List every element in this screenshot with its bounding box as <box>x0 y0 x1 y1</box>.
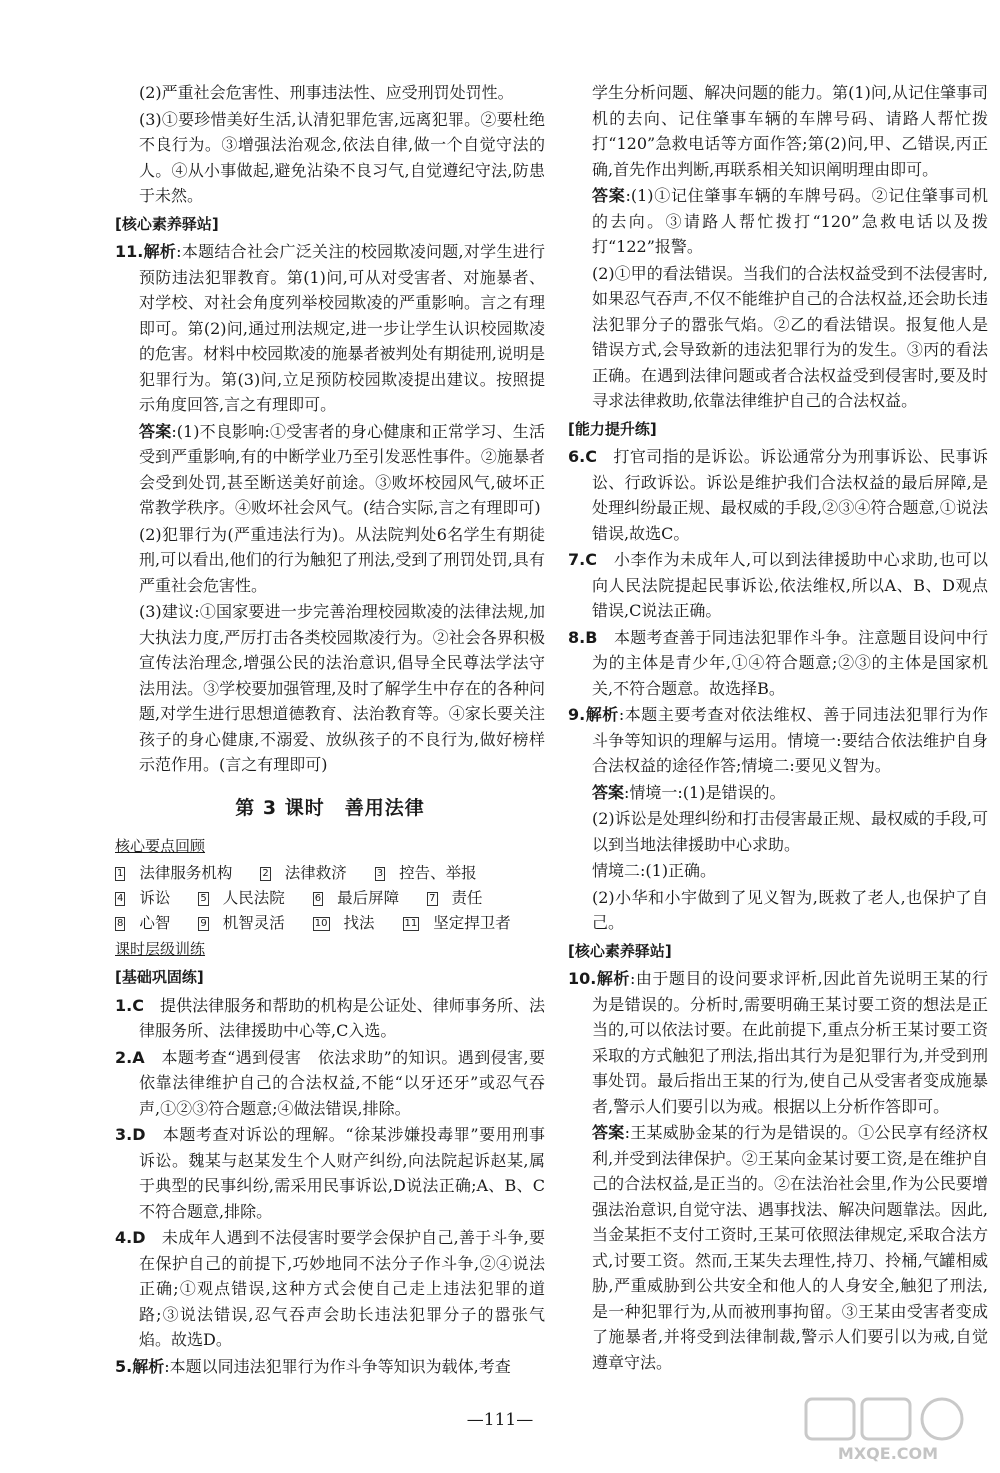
review-item: 7 责任 <box>429 888 483 907</box>
answer-paragraph: (2)①甲的看法错误。当我们的合法权益受到不法侵害时,如果忍气吞声,不仅不能维护自己的合法权益,还会助长违法犯罪分子的嚣张气焰。②乙的看法错误。报复他人是错误方式,会导致新的违法犯罪行为的发生。③丙的看法正确。在遇到法律问题或者合法权益受到侵害时,要及时寻求法律救助,依靠法律维护自己的合法权益。 <box>592 263 988 410</box>
question-10: 10.解析:由于题目的设问要求评析,因此首先说明王某的行为是错误的。分析时,需要明确王某讨要工资的想法是正当的,可以依法讨要。在此前提下,重点分析王某讨要工资采取的方式触犯了刑法,指出其行为是犯罪行为,并受到刑事处罚。最后指出王某的行为,使自己从受害者变成施暴者,警示人们要引以为戒。根据以上分析作答即可。 <box>568 969 988 1116</box>
question-5: 5.解析:本题以同违法犯罪行为作斗争等知识为载体,考查 <box>115 1356 511 1376</box>
question-4: 4.D 未成年人遇到不法侵害时要学会保护自己,善于斗争,要在保护自己的前提下,巧妙地同不法分子作斗争,②④说法正确;①观点错误,这种方式会使自己走上违法犯罪的道路;③说法错误,忍气吞声会助长违法犯罪分子的嚣张气焰。故选D。 <box>115 1228 545 1349</box>
answer-paragraph: 情境二:(1)正确。 <box>592 861 717 880</box>
review-item: 8 心智 <box>117 913 171 932</box>
section-heading: [核心素养驿站] <box>568 941 672 960</box>
review-item: 1 法律服务机构 <box>117 863 233 882</box>
answer-text: :(1)不良影响:①受害者的身心健康和正常学习、生活受到严重影响,有的中断学业乃至引发恶性事件。②施暴者会受到处罚,甚至断送美好前途。③败坏校园风气,破坏正常教学秩序。④败坏社会风气。(结合实际,言之有理即可) <box>139 421 545 517</box>
question-1: 1.C 提供法律服务和帮助的机构是公证处、律师事务所、法律服务所、法律援助中心等,C入选。 <box>115 995 545 1040</box>
question-11 <box>115 239 545 418</box>
review-items <box>115 861 545 936</box>
review-item: 9 机智灵活 <box>200 913 285 932</box>
question-3: 3.D 本题考查对诉讼的理解。“徐某涉嫌投毒罪”要用刑事诉讼。魏某与赵某发生个人财产纠纷,向法院起诉赵某,属于典型的民事纠纷,需采用民事诉讼,D说法正确;A、B、C不符合题意,排除。 <box>115 1125 545 1221</box>
question-8: 8.B 本题考查善于同违法犯罪作斗争。注意题目设问中行为的主体是青少年,①④符合题意;②③的主体是国家机关,不符合题意。故选择B。 <box>568 627 988 698</box>
answer-paragraph: (2)诉讼是处理纠纷和打击侵害最正规、最权威的手段,可以到当地法律援助中心求助。 <box>592 809 988 854</box>
question-2: 2.A 本题考查“遇到侵害 依法求助”的知识。遇到侵害,要依靠法律维护自己的合法权益,不能“以牙还牙”或忍气吞声,①②③符合题意;④做法错误,排除。 <box>115 1047 545 1118</box>
review-title: 核心要点回顾 <box>115 837 206 855</box>
watermark-logo <box>798 1395 978 1465</box>
review-item: 5 人民法院 <box>200 888 285 907</box>
question-7: 7.C 小李作为未成年人,可以到法律援助中心求助,也可以向人民法院提起民事诉讼,依法维权,所以A、B、D观点错误,C说法正确。 <box>568 550 988 620</box>
section-heading: [核心素养驿站] <box>115 214 219 233</box>
question-label: 11.解析 <box>115 242 177 261</box>
answer-paragraph: (2)小华和小宇做到了见义智为,既救了老人,也保护了自己。 <box>592 887 988 932</box>
section-heading: [能力提升练] <box>568 419 657 438</box>
question-9: 9.解析:本题主要考查对依法维权、善于同违法犯罪行为作斗争等知识的理解与运用。情境一:要结合依法维护自身合法权益的途径作答;情境二:要见义智为。 <box>568 705 988 775</box>
right-column <box>568 80 988 1376</box>
training-title: 课时层级训练 <box>115 939 206 958</box>
review-item: 11 坚定捍卫者 <box>404 913 511 932</box>
review-item: 3 控告、举报 <box>376 863 477 882</box>
answer-block: 答案:情境一:(1)是错误的。 <box>592 782 786 802</box>
review-item: 4 诉讼 <box>117 888 171 907</box>
left-column <box>115 80 545 1380</box>
answer-paragraph: (3)建议:①国家要进一步完善治理校园欺凌的法律法规,加大执法力度,严厉打击各类校园欺凌行为。②社会各界积极宣传法治理念,增强公民的法治意识,倡导全民尊法学法守法用法。③学校要加强管理,及时了解学生中存在的各种问题,对学生进行思想道德教育、法治教育等。④家长要关注孩子的身心健康,不溺爱、放纵孩子的不良行为,做好榜样示范作用。(言之有理即可) <box>139 602 545 774</box>
question-6: 6.C 打官司指的是诉讼。诉讼通常分为刑事诉讼、民事诉讼、行政诉讼。诉讼是维护我们合法权益的最后屏障,是处理纠纷最正规、最权威的手段,②③④符合题意,①说法错误,故选C。 <box>568 447 988 543</box>
answer-paragraph: (2)犯罪行为(严重违法行为)。从法院判处6名学生有期徒刑,可以看出,他们的行为触犯了刑法,受到了刑罚处罚,具有严重社会危害性。 <box>139 524 545 595</box>
answer-label: 答案 <box>139 421 172 441</box>
analysis-continued: 学生分析问题、解决问题的能力。第(1)问,从记住肇事司机的去向、记住肇事车辆的车牌号码、请路人帮忙拨打“120”急救电话等方面作答;第(2)问,甲、乙错误,丙正确,首先作出判断,再联系相关知识阐明理由即可。 <box>592 83 988 179</box>
page-number: —111— <box>466 1410 534 1430</box>
answer-block <box>115 419 545 521</box>
review-item: 10 找法 <box>314 913 375 932</box>
section-heading: [基础巩固练] <box>115 968 204 986</box>
svg-text:MXQE.COM: MXQE.COM <box>837 1444 939 1463</box>
review-item: 6 最后屏障 <box>314 888 400 907</box>
review-item: 2 法律救济 <box>262 863 347 882</box>
answer-block: 答案:(1)①记住肇事车辆的车牌号码。②记住肇事司机的去向。③请路人帮忙拨打“120”急救电话以及拨打“122”报警。 <box>592 186 988 256</box>
answer-line: (2)严重社会危害性、刑事违法性、应受刑罚处罚性。 <box>139 83 514 102</box>
answer-line: (3)①要珍惜美好生活,认清犯罪危害,远离犯罪。②要杜绝不良行为。③增强法治观念,依法自律,做一个自觉守法的人。④从小事做起,避免沾染不良习气,自觉遵纪守法,防患于未然。 <box>139 109 545 205</box>
lesson-title: 第 3 课时 善用法律 <box>235 796 425 819</box>
answer-block: 答案:王某威胁金某的行为是错误的。①公民享有经济权利,并受到法律保护。②王某向金某讨要工资,是在维护自己的合法权益,是正当的。②在法治社会里,作为公民要增强法治意识,自觉守法、遇事找法、解决问题靠法。因此,当金某拒不支付工资时,王某可依照法律规定,采取合法方式,讨要工资。然而,王某失去理性,持刀、拎桶,气罐相威胁,严重威胁到公共安全和他人的人身安全,触犯了刑法,是一种犯罪行为,从而被刑事拘留。③王某由受害者变成了施暴者,并将受到法律制裁,警示人们要引以为戒,自觉遵章守法。 <box>592 1123 988 1372</box>
analysis-text: :本题结合社会广泛关注的校园欺凌问题,对学生进行预防违法犯罪教育。第(1)问,可从对受害者、对施暴者、对学校、对社会角度列举校园欺凌的严重影响。言之有理即可。第(2)问,通过刑法规定,进一步让学生认识校园欺凌的危害。材料中校园欺凌的施暴者被判处有期徒刑,说明是犯罪行为。第(3)问,立足预防校园欺凌提出建议。按照提示角度回答,言之有理即可。 <box>139 242 545 414</box>
